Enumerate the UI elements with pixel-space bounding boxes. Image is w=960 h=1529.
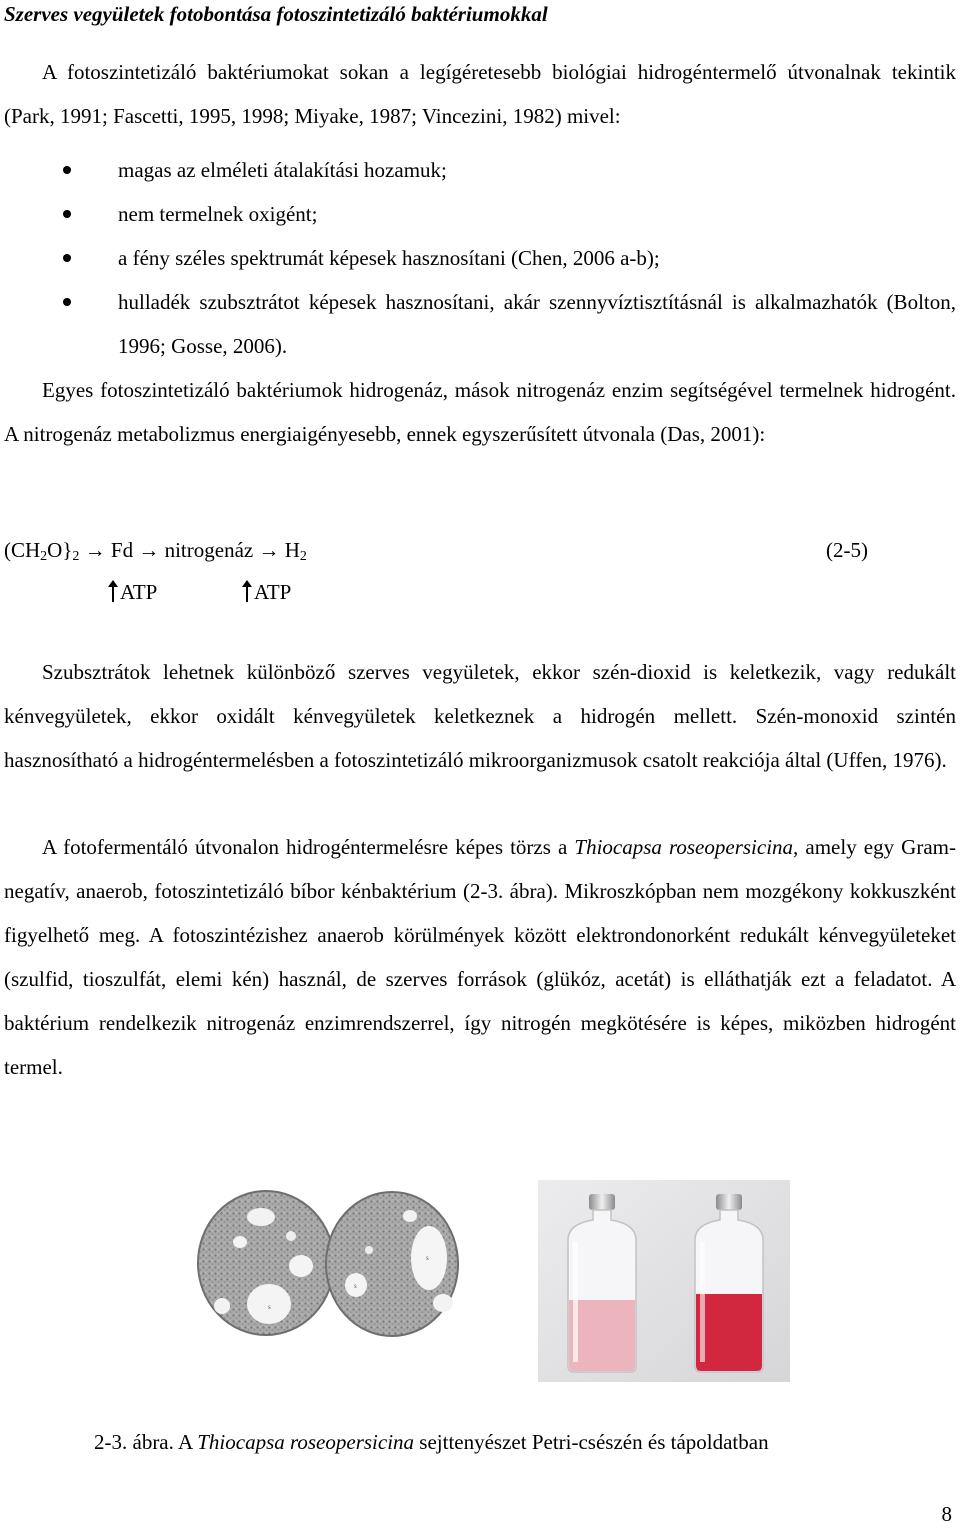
- equation-2-5: [4, 530, 956, 570]
- paragraph-thiocapsa: A fotofermentáló útvonalon hidrogéntermelésre képes törzs a Thiocapsa roseopersicina, amely egy Gram-negatív, anaerob, fotoszintetizáló bíbor kénbaktérium (2-3. ábra). Mikroszkópban nem mozgékony kokkuszként figyelhető meg. A fotoszintézishez anaerob körülmények között elektrondonorként redukált kénvegyületeket (szulfid, tioszulfát, elemi kén) használ, de szerves források (glükóz, acetát) is elláthatják ezt a feladatot. A baktérium rendelkezik nitrogenáz enzimrendszerrel, így nitrogén megkötésére is képes, miközben hidrogént termel.: [4, 835, 956, 1079]
- paragraph-nitrogenase: Egyes fotoszintetizáló baktériumok hidrogenáz, mások nitrogenáz enzim segítségével termelnek hidrogént. A nitrogenáz metabolizmus energiaigényesebb, ennek egyszerűsített útvonala (Das, 2001):: [4, 378, 956, 446]
- micrograph-image: [196, 1188, 462, 1342]
- svg-text:s: s: [354, 1282, 357, 1290]
- paragraph-intro: A fotoszintetizáló baktériumokat sokan a legígéretesebb biológiai hidrogéntermelő útvonalnak tekintik (Park, 1991; Fascetti, 1995, 1998; Miyake, 1987; Vincezini, 1982) mivel:: [4, 60, 956, 128]
- arrow-up-icon: [108, 580, 118, 602]
- svg-text:s: s: [426, 1254, 429, 1262]
- equation-formula: $(CH_2O\}_2 \to Fd$ → nitrogenáz → $H_2$: [4, 538, 307, 564]
- paragraph-substrates: Szubsztrátok lehetnek különböző szerves vegyületek, ekkor szén-dioxid is keletkezik, vagy redukált kénvegyületek, ekkor oxidált kénvegyületek keletkeznek a hidrogén mellett. Szén-monoxid szintén hasznosítható a hidrogéntermelésben a fotoszintetizáló mikroorganizmusok csatolt reakciója által (Uffen, 1976).: [4, 660, 956, 772]
- species-name: Thiocapsa roseopersicina,: [574, 835, 799, 859]
- equation-number: (2-5): [826, 538, 868, 562]
- figure-caption: 2-3. ábra. A Thiocapsa roseopersicina sejttenyészet Petri-csészén és tápoldatban: [94, 1430, 769, 1454]
- arrow-up-icon: [242, 580, 252, 602]
- bullet-icon: [63, 166, 71, 174]
- atp-input-1: ATP: [108, 574, 157, 610]
- atp-input-2: ATP: [242, 574, 291, 610]
- svg-text:s: s: [268, 1303, 271, 1311]
- list-item: magas az elméleti átalakítási hozamuk;: [0, 148, 956, 192]
- bottles-photo: [538, 1180, 790, 1382]
- page-number: 8: [941, 1502, 952, 1526]
- bullet-icon: [63, 298, 71, 306]
- list-item: a fény széles spektrumát képesek hasznosítani (Chen, 2006 a-b);: [0, 236, 956, 280]
- bullet-icon: [63, 254, 71, 262]
- bullet-icon: [63, 210, 71, 218]
- list-item: nem termelnek oxigént;: [0, 192, 956, 236]
- caption-species: Thiocapsa roseopersicina: [197, 1430, 415, 1454]
- advantages-list: [0, 148, 960, 368]
- list-item: hulladék szubsztrátot képesek hasznosítani, akár szennyvíztisztításnál is alkalmazhatók (Bolton, 1996; Gosse, 2006).: [0, 280, 956, 368]
- section-title: Szerves vegyületek fotobontása fotoszintetizáló baktériumokkal: [4, 2, 548, 26]
